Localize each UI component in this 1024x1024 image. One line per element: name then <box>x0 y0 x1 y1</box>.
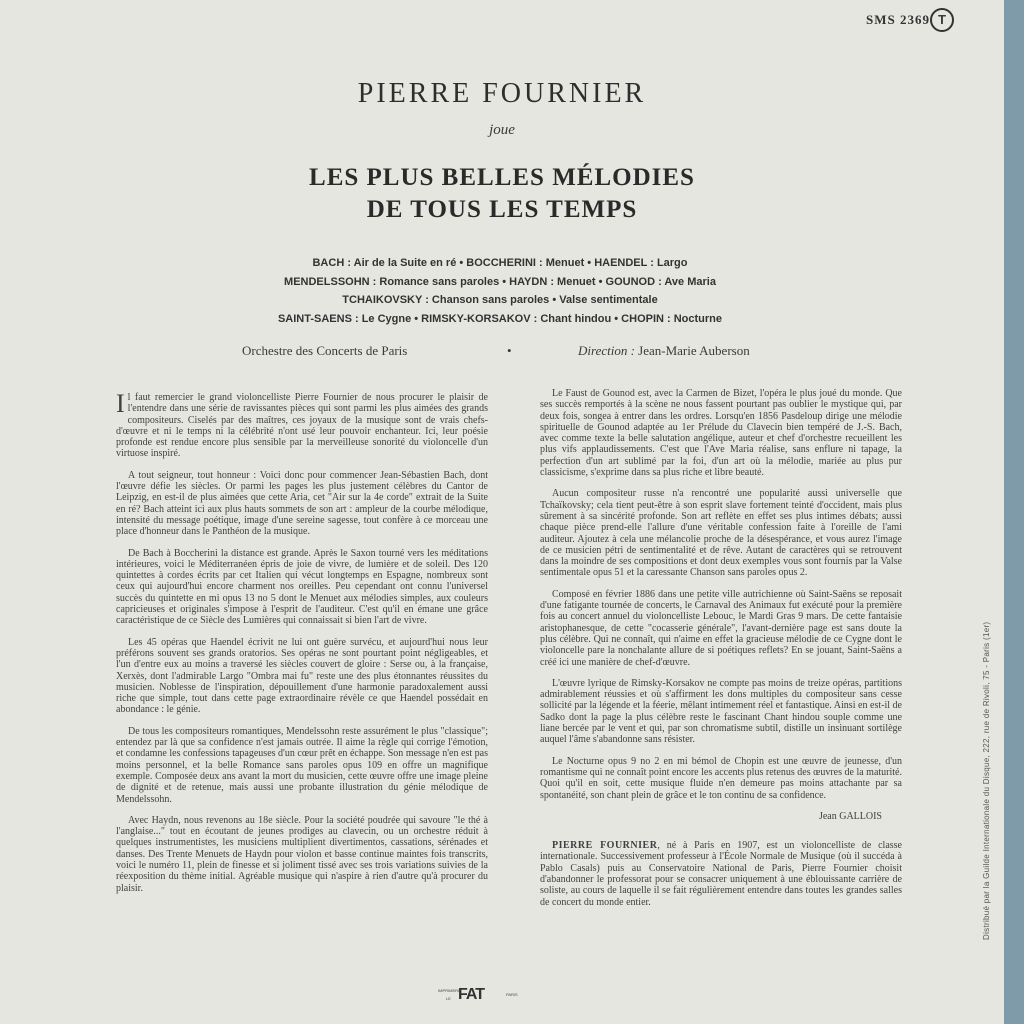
liner-paragraph: Aucun compositeur russe n'a rencontré une popularité aussi universelle que Tchaïkovsky; cela tient peut-être à son esprit slave fortement teinté d'occident, mais plus sûrement à sa sincérité profonde. Son art reflète en effet ses plus intimes débats; aussi chaque pièce prend-elle l'allure d'une véritable confession faite à l'oreille de l'ami auditeur. Ajoutez à cela une mélancolie proche de la désespérance, et vous aurez l'image de ce musicien pétri de sentimentalité et de rêve. Autant de caractères qui se retrouvent dans la moindre de ses compositions et dont deux exemples vous sont fournis par la Valse sentimentale opus 51 et la caressante Chanson sans paroles opus 2. <box>540 488 902 579</box>
drop-cap: I <box>116 389 125 418</box>
liner-notes-right-column <box>540 388 902 918</box>
printer-logo: FAT <box>458 986 485 1003</box>
label-badge-icon: T <box>930 8 954 32</box>
programme-list <box>200 254 800 328</box>
printer-mark-bottom: LE <box>446 996 451 1001</box>
author-signature: Jean GALLOIS <box>818 810 882 822</box>
distributor-note: Distribué par la Guilde Internationale du Disque, 222, rue de Rivoli, 75 - Paris (1er) <box>982 621 991 940</box>
joue-word: joue <box>489 122 515 138</box>
liner-paragraph: Composé en février 1886 dans une petite ville autrichienne où Saint-Saëns se reposait d'une fatigante tournée de concerts, le Carnaval des Animaux fut exécuté pour la première fois au concert annuel du violoncelliste Lebouc, le Mardi Gras 9 mars. De cette fantaisie aristophanesque, de cette "cocasserie générale", l'avant-dernière page est sans doute la plus célèbre. Qui ne connaît, qui n'aime en effet la gracieuse mélodie de ce Cygne dont le violoncelle pare la nonchalante allure de si poétiques reflets? En se jouant, Saint-Saëns a créé ici une manière de chef-d'œuvre. <box>540 588 902 668</box>
album-title-line1: LES PLUS BELLES MÉLODIES <box>309 164 695 191</box>
programme-line: MENDELSSOHN : Romance sans paroles • HAYDN : Menuet • GOUNOD : Ave Maria <box>284 275 716 288</box>
liner-paragraph: A tout seigneur, tout honneur : Voici donc pour commencer Jean-Sébastien Bach, dont l'œuvre défie les siècles. Or parmi les pages les plus justement célèbres du Cantor de Leipzig, en est-il de plus aimées que cette Aria, cet "Air sur la 4e corde" extrait de la Suite en ré? Bach atteint ici aux plus hauts sommets de son art : ampleur de la courbe mélodique, intensité du message poétique, image d'une sereine sagesse, tout confère à ce morceau une place d'honneur dans le Panthéon de la musique. <box>116 469 488 538</box>
album-title <box>0 162 1004 226</box>
bio-name: PIERRE FOURNIER <box>552 840 658 852</box>
liner-paragraph: Le Nocturne opus 9 no 2 en mi bémol de Chopin est une œuvre de jeunesse, d'un romantisme qui ne connaît point encore les accents plus retenus des œuvres de la maturité. Quoi qu'il en soit, cette musique fluide n'en demeure pas moins attachante par sa spontanéité, son chant plein de grâce et le ton continu de sa confidence. <box>540 755 902 801</box>
artist-name: PIERRE FOURNIER <box>357 78 647 109</box>
catalog-number: SMS 2369 <box>866 12 930 27</box>
liner-paragraph: L'œuvre lyrique de Rimsky-Korsakov ne compte pas moins de treize opéras, partitions admirablement réussies et où s'affirment les dons multiples du compositeur sans cesse sollicité par la légende et la féerie, mêlant intimement réel et fantastique. Ainsi en est-il de Sadko dont la page la plus célèbre reste le fascinant Chant hindou souple comme une liane bercée par le vent et qui, par son chromatisme subtil, distille un insinuant sortilège auquel l'âme s'abandonne sans résister. <box>540 677 902 746</box>
printer-mark <box>438 986 528 1006</box>
printer-mark-top: IMPRIMERIE <box>438 988 462 993</box>
liner-paragraph: Il faut remercier le grand violoncelliste Pierre Fournier de nous procurer le plaisir de l'entendre dans une série de ravissantes pièces qui sont parmi les plus aimées des grands compositeurs. Ciselés par des maîtres, ces joyaux de la musique sont de vrais chefs-d'œuvre et ni le temps ni la célébrité n'ont usé leur pouvoir enchanteur. Ici, leur poésie profonde est rendue encore plus sensible par la merveilleuse sonorité du violoncelle d'un virtuose inspiré. <box>116 389 488 460</box>
artist-biography <box>540 840 902 908</box>
programme-line: BACH : Air de la Suite en ré • BOCCHERINI : Menuet • HAENDEL : Largo <box>312 257 688 269</box>
orchestra-credit: Orchestre des Concerts de Paris <box>242 343 408 358</box>
programme-line: SAINT-SAENS : Le Cygne • RIMSKY-KORSAKOV : Chant hindou • CHOPIN : Nocturne <box>277 312 723 325</box>
liner-paragraph: Avec Haydn, nous revenons au 18e siècle. Pour la société poudrée qui savoure "le thé à l'anglaise..." tout en écoutant de jeunes prodiges au clavecin, ou un orchestre réduit à quelques instrumentistes, les musiciens multiplient divertimentos, cassations, sérénades et danses. Des Trente Menuets de Haydn pour violon et basse continue maintes fois transcrits, voici le numéro 11, plein de finesse et si joliment tissé avec ses trois variations suivies de la réexposition du thème initial. Agréable musique qui n'aspire à rien d'autre qu'à procurer du plaisir. <box>116 814 488 894</box>
direction-label: Direction : <box>578 343 635 358</box>
conductor-name: Jean-Marie Auberson <box>638 343 750 358</box>
liner-paragraph: De Bach à Boccherini la distance est grande. Après le Saxon tourné vers les méditations intérieures, voici le Méditerranéen épris de joie de vivre, de lumière et de soleil. Des 120 quintettes à cordes écrits par cet Italien qui vécut longtemps en Espagne, nombreux sont ceux qui aujourd'hui encore charment nos oreilles. Peu cependant ont connu l'universel succès du quintette en mi opus 13 no 5 dont le Menuet aux mélodies simples, aux couleurs capricieuses et originales s'impose à l'esprit de l'auditeur. C'est qu'il en émane une grâce caractéristique de ce Siècle des Lumières qui connaissait si bien l'art de vivre. <box>116 547 488 627</box>
background-edge <box>1004 0 1024 1024</box>
album-title-line2: DE TOUS LES TEMPS <box>366 196 638 223</box>
liner-paragraph: De tous les compositeurs romantiques, Mendelssohn reste assurément le plus "classique"; entendez par là que sa confidence n'est jamais outrée. Il aime la règle qui corrige l'émotion, et condamne les confessions tapageuses d'un cœur prêt en échappe. Son message n'en est pas moins personnel, et la belle Romance sans paroles opus 109 en offre un magnifique exemple. Composée deux ans avant la mort du musicien, cette œuvre offre une image pleine de dignité et de retenue, mais aussi une probante illustration du génie mélodique de Mendelssohn. <box>116 725 488 805</box>
conductor-credit <box>578 343 750 359</box>
liner-paragraph: Le Faust de Gounod est, avec la Carmen de Bizet, l'opéra le plus joué du monde. Que ses succès remportés à la scène ne nous fassent pourtant pas oublier le mystique qui, par deux fois, songea à entrer dans les ordres. Lorsqu'en 1856 Pasdeloup dirige une mélodie spirituelle de Gounod adaptée au 1er Prélude du Clavecin bien tempéré de J.-S. Bach, avec comme texte la belle salutation angélique, auteur et chef d'orchestre recueillent les plus vifs applaudissements. C'est que l'Ave Maria réalise, sans enflure ni tapage, la perfection d'un art sublimé par la foi, d'un art où la mélodie, mariée au plus pur classicisme, s'exprime dans sa plus riche et libre beauté. <box>540 388 902 479</box>
credit-separator: • <box>507 343 512 358</box>
bio-text: , né à Paris en 1907, est un violoncelliste de classe internationale. Successivement professeur à l'École Normale de Musique (où il succéda à Pablo Casals) puis au Conservatoire National de Paris, Pierre Fournier choisit d'abandonner le professorat pour se consacrer uniquement à une éblouissante carrière de soliste, au cours de laquelle il se fait régulièrement entendre dans toutes les grandes salles de concert du monde entier. <box>540 840 902 908</box>
liner-notes-left-column <box>116 389 488 904</box>
programme-line: TCHAIKOVSKY : Chanson sans paroles • Valse sentimentale <box>342 294 658 306</box>
liner-paragraph: Les 45 opéras que Haendel écrivit ne lui ont guère survécu, et aujourd'hui nous leur préférons souvent ses grands oratorios. Ses opéras ne sont pourtant point négligeables, et l'un d'entre eux au moins a traversé les siècles couvert de gloire : Serse ou, à la française, Xerxès, dont l'admirable Largo "Ombra mai fu" reste une des plus étonnantes réussites du musicien. Noblesse de l'inspiration, dépouillement d'une harmonie paradoxalement aussi riche que simple, tout dans cette page extraordinaire révèle ce que Haendel possédait en abondance : le génie. <box>116 636 488 716</box>
printer-city: PARIS <box>506 992 518 997</box>
